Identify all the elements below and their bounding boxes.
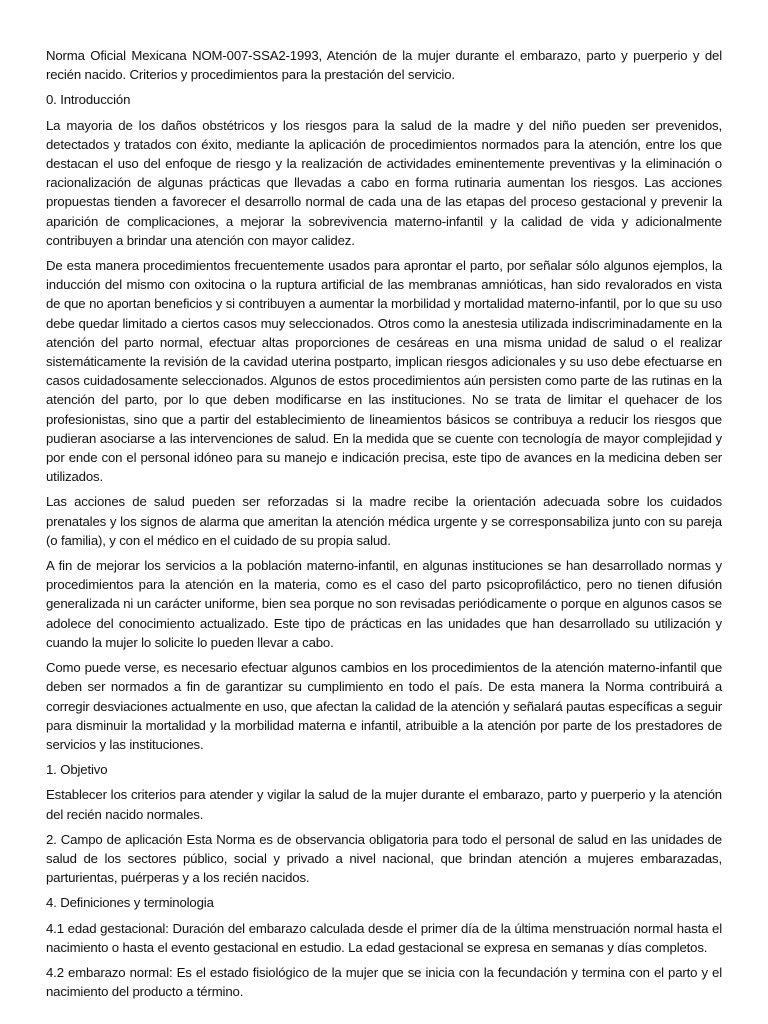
- paragraph: 2. Campo de aplicación Esta Norma es de observancia obligatoria para todo el personal de salud en las unidades de salud de los sectores público, social y privado a nivel nacional, que brindan atención a mujeres embarazadas, parturientas, puérperas y a los recién nacidos.: [46, 831, 722, 886]
- section-heading-objetivo: 1. Objetivo: [46, 762, 108, 778]
- paragraph: Como puede verse, es necesario efectuar algunos cambios en los procedimientos de la atención materno-infantil que deben ser normados a fin de garantizar su cumplimiento en todo el país. De esta manera la Norma contribuirá a corregir desviaciones actualmente en uso, que afectan la calidad de la atención y señalará pautas específicas a seguir para disminuir la mortalidad y la morbilidad materna e infantil, atribuible a la atención por parte de los prestadores de servicios y las instituciones.: [46, 660, 722, 752]
- paragraph: De esta manera procedimientos frecuentemente usados para aprontar el parto, por señalar sólo algunos ejemplos, la inducción del mismo con oxitocina o la ruptura artificial de las membranas amnióticas, han sido revalorados en vista de que no aportan beneficios y si contribuyen a aumentar la morbilidad y mortalidad materno-infantil, por lo que su uso debe quedar limitado a ciertos casos muy seleccionados. Otros como la anestesia utilizada indiscriminadamente en la atención del parto normal, efectuar altas proporciones de cesáreas en una misma unidad de salud o el realizar sistemáticamente la revisión de la cavidad uterina postparto, implican riesgos adicionales y su uso debe efectuarse en casos cuidadosamente seleccionados. Algunos de estos procedimientos aún persisten como parte de las rutinas en la atención del parto, por lo que deben modificarse en las instituciones. No se trata de limitar el quehacer de los profesionistas, sino que a partir del establecimiento de lineamientos básicos se contribuya a reducir los riesgos que pudieran asociarse a las intervenciones de salud. En la medida que se cuente con tecnología de mayor complejidad y por ende con el personal idóneo para su manejo e indicación precisa, este tipo de avances en la medicina deben ser utilizados.: [46, 258, 722, 485]
- paragraph: Las acciones de salud pueden ser reforzadas si la madre recibe la orientación adecuada sobre los cuidados prenatales y los signos de alarma que ameritan la atención médica urgente y se corresponsabiliza junto con su pareja (o familia), y con el médico en el cuidado de su propia salud.: [46, 494, 722, 548]
- document-body: [46, 46, 722, 1007]
- paragraph: Establecer los criterios para atender y vigilar la salud de la mujer durante el embarazo, parto y puerperio y la atención del recién nacido normales.: [46, 787, 722, 822]
- paragraph: 4.2 embarazo normal: Es el estado fisiológico de la mujer que se inicia con la fecundación y termina con el parto y el nacimiento del producto a término.: [46, 964, 722, 1000]
- section-heading-introduccion: 0. Introducción: [46, 92, 131, 108]
- paragraph: 4.1 edad gestacional: Duración del embarazo calculada desde el primer día de la última menstruación normal hasta el nacimiento o hasta el evento gestacional en estudio. La edad gestacional se expresa en semanas y días completos.: [46, 920, 722, 955]
- document-title: Norma Oficial Mexicana NOM-007-SSA2-1993, Atención de la mujer durante el embarazo, parto y puerperio y del recién nacido. Criterios y procedimientos para la prestación del servicio.: [46, 48, 722, 83]
- paragraph: A fin de mejorar los servicios a la población materno-infantil, en algunas instituciones se han desarrollado normas y procedimientos para la atención en la materia, como es el caso del parto psicoprofiláctico, pero no tienen difusión generalizada ni un carácter uniforme, bien sea porque no son revisadas periódicamente o porque en algunos casos se adolece del conocimiento actualizado. Este tipo de prácticas en las unidades que han desarrollado su utilización y cuando la mujer lo solicite lo pueden llevar a cabo.: [46, 558, 722, 650]
- section-heading-definiciones: 4. Definiciones y terminologia: [46, 895, 214, 911]
- paragraph: La mayoria de los daños obstétricos y los riesgos para la salud de la madre y del niño pueden ser prevenidos, detectados y tratados con éxito, mediante la aplicación de procedimientos normados para la atención, entre los que destacan el uso del enfoque de riesgo y la realización de actividades eminentemente preventivas y la eliminación o racionalización de algunas prácticas que llevadas a cabo en forma rutinaria aumentan los riesgos. Las acciones propuestas tienden a favorecer el desarrollo normal de cada una de las etapas del proceso gestacional y prevenir la aparición de complicaciones, a mejorar la sobrevivencia materno-infantil y la calidad de vida y adicionalmente contribuyen a brindar una atención con mayor calidez.: [46, 117, 722, 248]
